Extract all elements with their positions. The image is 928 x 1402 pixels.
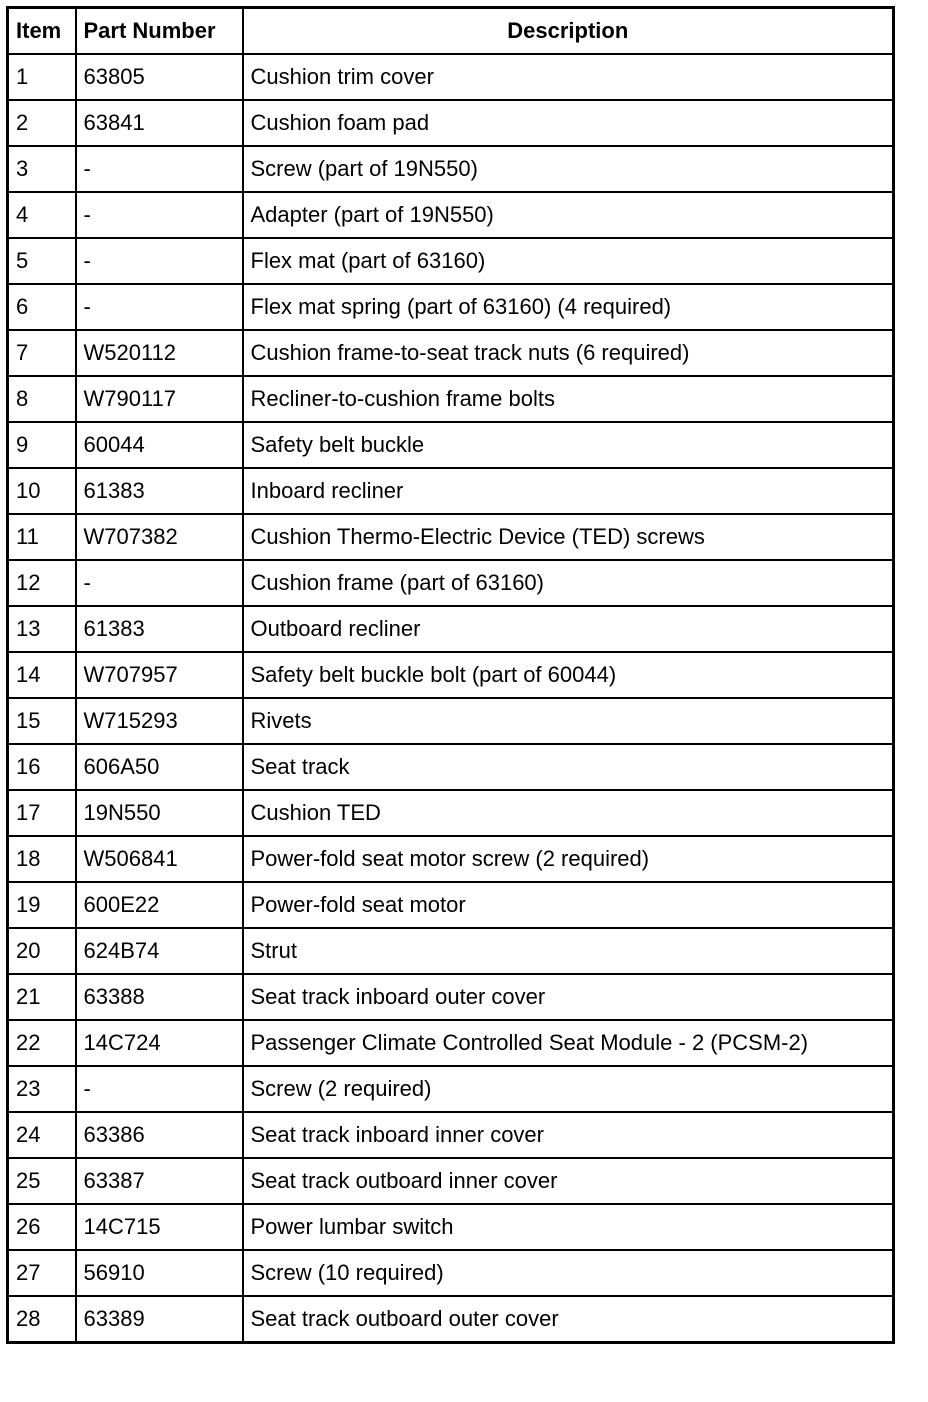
cell-part-number: 63805 xyxy=(76,54,243,100)
cell-part-number: 600E22 xyxy=(76,882,243,928)
cell-item: 4 xyxy=(8,192,76,238)
cell-description: Passenger Climate Controlled Seat Module - 2 (PCSM-2) xyxy=(243,1020,894,1066)
table-row xyxy=(8,744,894,790)
cell-part-number: 56910 xyxy=(76,1250,243,1296)
table-row xyxy=(8,422,894,468)
table-row xyxy=(8,1020,894,1066)
table-row xyxy=(8,790,894,836)
cell-item: 11 xyxy=(8,514,76,560)
cell-part-number: 63389 xyxy=(76,1296,243,1343)
cell-description: Flex mat (part of 63160) xyxy=(243,238,894,284)
cell-description: Safety belt buckle xyxy=(243,422,894,468)
cell-description: Recliner-to-cushion frame bolts xyxy=(243,376,894,422)
cell-item: 6 xyxy=(8,284,76,330)
cell-item: 8 xyxy=(8,376,76,422)
cell-part-number: 63386 xyxy=(76,1112,243,1158)
table-row xyxy=(8,330,894,376)
cell-part-number: 14C724 xyxy=(76,1020,243,1066)
cell-item: 1 xyxy=(8,54,76,100)
table-row xyxy=(8,1112,894,1158)
table-row xyxy=(8,1158,894,1204)
cell-part-number: - xyxy=(76,238,243,284)
cell-item: 19 xyxy=(8,882,76,928)
table-row xyxy=(8,1066,894,1112)
cell-part-number: 14C715 xyxy=(76,1204,243,1250)
cell-item: 7 xyxy=(8,330,76,376)
cell-item: 20 xyxy=(8,928,76,974)
cell-description: Power-fold seat motor xyxy=(243,882,894,928)
cell-description: Seat track outboard inner cover xyxy=(243,1158,894,1204)
cell-description: Flex mat spring (part of 63160) (4 required) xyxy=(243,284,894,330)
cell-item: 23 xyxy=(8,1066,76,1112)
table-row xyxy=(8,560,894,606)
cell-description: Seat track xyxy=(243,744,894,790)
cell-part-number: W715293 xyxy=(76,698,243,744)
cell-part-number: W520112 xyxy=(76,330,243,376)
table-row xyxy=(8,974,894,1020)
table-header-row xyxy=(8,8,894,55)
table-row xyxy=(8,468,894,514)
cell-description: Power-fold seat motor screw (2 required) xyxy=(243,836,894,882)
cell-item: 9 xyxy=(8,422,76,468)
cell-description: Seat track inboard inner cover xyxy=(243,1112,894,1158)
column-header-description: Description xyxy=(243,8,894,55)
cell-item: 10 xyxy=(8,468,76,514)
table-row xyxy=(8,376,894,422)
cell-part-number: 61383 xyxy=(76,606,243,652)
cell-part-number: W506841 xyxy=(76,836,243,882)
cell-part-number: - xyxy=(76,284,243,330)
cell-part-number: 19N550 xyxy=(76,790,243,836)
cell-item: 18 xyxy=(8,836,76,882)
cell-description: Inboard recliner xyxy=(243,468,894,514)
cell-part-number: 63841 xyxy=(76,100,243,146)
cell-item: 27 xyxy=(8,1250,76,1296)
cell-description: Cushion TED xyxy=(243,790,894,836)
table-row xyxy=(8,1204,894,1250)
cell-part-number: 63388 xyxy=(76,974,243,1020)
cell-item: 3 xyxy=(8,146,76,192)
cell-part-number: - xyxy=(76,146,243,192)
cell-description: Safety belt buckle bolt (part of 60044) xyxy=(243,652,894,698)
cell-item: 22 xyxy=(8,1020,76,1066)
cell-item: 2 xyxy=(8,100,76,146)
cell-description: Cushion foam pad xyxy=(243,100,894,146)
cell-description: Rivets xyxy=(243,698,894,744)
cell-description: Adapter (part of 19N550) xyxy=(243,192,894,238)
table-row xyxy=(8,928,894,974)
table-row xyxy=(8,882,894,928)
table-row xyxy=(8,284,894,330)
cell-part-number: 624B74 xyxy=(76,928,243,974)
table-row xyxy=(8,54,894,100)
cell-description: Seat track inboard outer cover xyxy=(243,974,894,1020)
cell-description: Strut xyxy=(243,928,894,974)
table-row xyxy=(8,192,894,238)
cell-description: Cushion frame (part of 63160) xyxy=(243,560,894,606)
table-row xyxy=(8,698,894,744)
cell-item: 16 xyxy=(8,744,76,790)
cell-description: Screw (10 required) xyxy=(243,1250,894,1296)
table-row xyxy=(8,1250,894,1296)
table-row xyxy=(8,146,894,192)
table-row xyxy=(8,238,894,284)
cell-part-number: - xyxy=(76,1066,243,1112)
cell-item: 15 xyxy=(8,698,76,744)
cell-item: 26 xyxy=(8,1204,76,1250)
cell-description: Power lumbar switch xyxy=(243,1204,894,1250)
cell-item: 13 xyxy=(8,606,76,652)
cell-description: Cushion trim cover xyxy=(243,54,894,100)
cell-part-number: - xyxy=(76,560,243,606)
table-row xyxy=(8,606,894,652)
cell-description: Screw (2 required) xyxy=(243,1066,894,1112)
table-row xyxy=(8,652,894,698)
cell-part-number: W790117 xyxy=(76,376,243,422)
table-row xyxy=(8,1296,894,1343)
cell-description: Seat track outboard outer cover xyxy=(243,1296,894,1343)
cell-description: Screw (part of 19N550) xyxy=(243,146,894,192)
cell-part-number: 606A50 xyxy=(76,744,243,790)
cell-part-number: 61383 xyxy=(76,468,243,514)
cell-part-number: W707382 xyxy=(76,514,243,560)
table-row xyxy=(8,100,894,146)
cell-item: 28 xyxy=(8,1296,76,1343)
cell-item: 24 xyxy=(8,1112,76,1158)
cell-part-number: 63387 xyxy=(76,1158,243,1204)
cell-item: 17 xyxy=(8,790,76,836)
cell-item: 14 xyxy=(8,652,76,698)
cell-part-number: 60044 xyxy=(76,422,243,468)
table-row xyxy=(8,514,894,560)
cell-item: 21 xyxy=(8,974,76,1020)
cell-item: 25 xyxy=(8,1158,76,1204)
column-header-part-number: Part Number xyxy=(76,8,243,55)
cell-description: Cushion Thermo-Electric Device (TED) screws xyxy=(243,514,894,560)
cell-part-number: W707957 xyxy=(76,652,243,698)
cell-description: Cushion frame-to-seat track nuts (6 required) xyxy=(243,330,894,376)
table-body xyxy=(8,54,894,1343)
cell-description: Outboard recliner xyxy=(243,606,894,652)
cell-part-number: - xyxy=(76,192,243,238)
table-row xyxy=(8,836,894,882)
parts-table xyxy=(6,6,895,1344)
cell-item: 5 xyxy=(8,238,76,284)
column-header-item: Item xyxy=(8,8,76,55)
cell-item: 12 xyxy=(8,560,76,606)
